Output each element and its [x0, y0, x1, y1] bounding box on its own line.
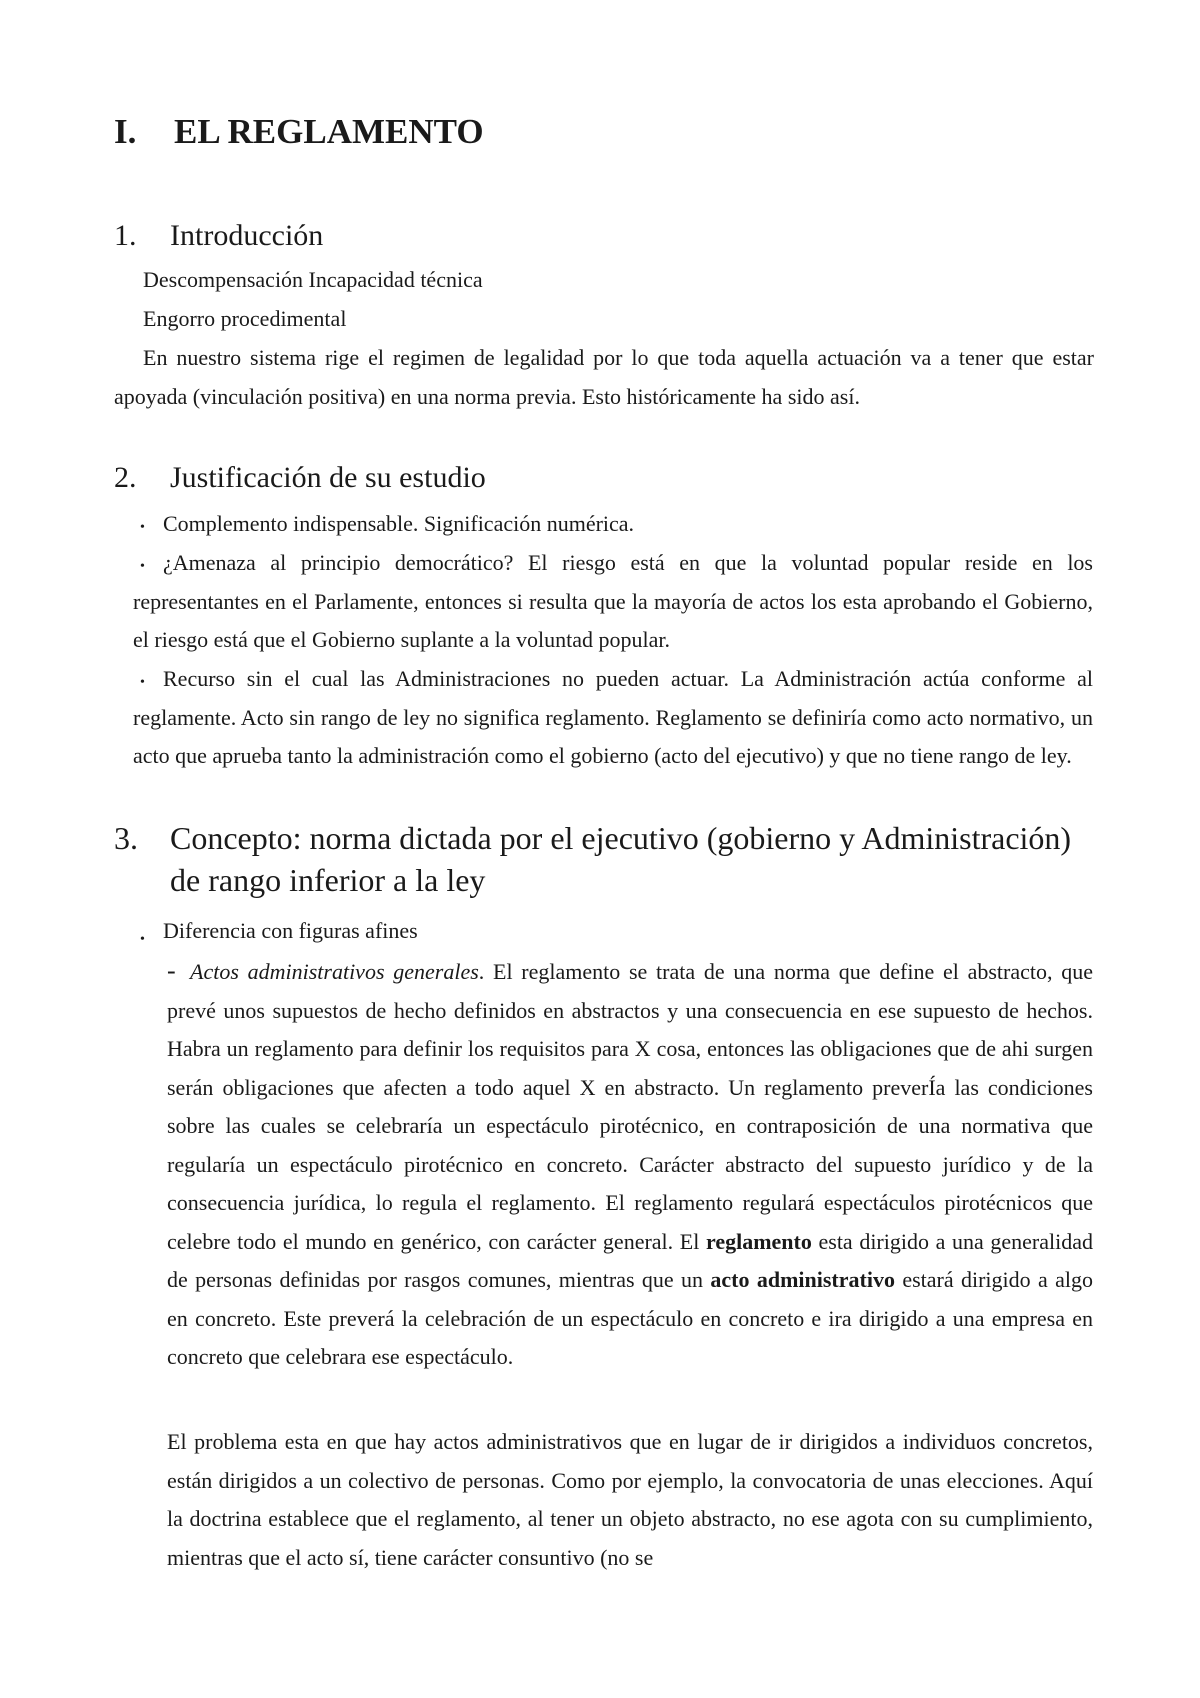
bold-acto-administrativo: acto administrativo [710, 1267, 895, 1292]
section-1-number: 1. [114, 219, 137, 252]
section-3-paragraph-1 [167, 953, 1093, 1377]
section-1-paragraph: En nuestro sistema rige el regimen de legalidad por lo que toda aquella actuación va a tener que estar apoyada (vinculación positiva) en una norma previa. Esto históricamente ha sido así. [114, 345, 1094, 409]
bullet-icon: • [140, 559, 145, 574]
section-3-number: 3. [114, 820, 138, 856]
bullet-icon: • [140, 520, 145, 535]
section-3-title-line-2: de rango inferior a la ley [170, 862, 486, 898]
section-3-heading [114, 817, 1071, 901]
bold-reglamento: reglamento [705, 1228, 812, 1254]
section-3-title-line-1: Concepto: norma dictada por el ejecutivo (gobierno y Administración) [170, 820, 1072, 856]
section-2-bullet-2: ¿Amenaza al principio democrático? El riesgo está en que la voluntad popular reside en los representantes en el Parlamente, entonces si resulta que la mayoría de actos los esta aprobando el Gobierno, el riesgo está que el Gobierno suplante a la voluntad popular. [133, 550, 1093, 652]
section-1-title: Introducción [170, 219, 324, 252]
section-2-title: Justificación de su estudio [170, 461, 486, 494]
title-number: I. [114, 112, 137, 151]
section-2-number: 2. [114, 461, 137, 494]
paragraph-text: esta dirigido a una generalidad de personas definidas por rasgos comunes, mientras que un [167, 1228, 1093, 1292]
dash-marker: - [167, 956, 176, 985]
section-3-bullet: Diferencia con figuras afines [163, 918, 418, 943]
paragraph-text: . El reglamento se trata de una norma que define el abstracto, que prevé unos supuestos de hecho definidos en abstractos y una consecuencia en ese supuesto de hechos. Habra un reglamento para definir los requisitos para X cosa, entonces las obligaciones que de ahi surgen serán obligaciones que afecten a todo aquel X en abstracto. Un reglamento preverÍa las condiciones sobre las cuales se celebraría un espectáculo pirotécnico, en contraposición de una normativa que regularía un espectáculo pirotécnico en concreto. Carácter abstracto del supuesto jurídico y de la consecuencia jurídica, lo regula el reglamento. El reglamento regulará espectáculos pirotécnicos que celebre todo el mundo en genérico, con carácter general. El [167, 959, 1093, 1254]
title-text: EL REGLAMENTO [174, 112, 484, 151]
section-1-line-2: Engorro procedimental [143, 306, 347, 331]
section-2-heading [114, 458, 486, 498]
section-2-bullet-1: Complemento indispensable. Significación numérica. [163, 511, 635, 536]
section-3-paragraph-2: El problema esta en que hay actos administrativos que en lugar de ir dirigidos a individuos concretos, están dirigidos a un colectivo de personas. Como por ejemplo, la convocatoria de unas elecciones. Aquí la doctrina establece que el reglamento, al tener un objeto abstracto, no ese agota con su cumplimiento, mientras que el acto sí, tiene carácter consuntivo (no se [167, 1429, 1093, 1570]
bullet-icon: • [140, 675, 145, 690]
paragraph-text: estará dirigido a algo en concreto. Este preverá la celebración de un espectáculo en concreto e ira dirigido a una empresa en concreto que celebrara ese espectáculo. [167, 1267, 1093, 1369]
section-2-bullet-3: Recurso sin el cual las Administraciones no pueden actuar. La Administración actúa conforme al reglamente. Acto sin rango de ley no significa reglamento. Reglamento se definiría como acto normativo, un acto que aprueba tanto la administración como el gobierno (acto del ejecutivo) y que no tiene rango de ley. [133, 666, 1093, 768]
section-1-line-1: Descompensación Incapacidad técnica [143, 267, 483, 292]
item-title: Actos administrativos generales [190, 959, 479, 984]
document-title [114, 112, 484, 152]
section-1-heading [114, 216, 323, 256]
bullet-icon: • [140, 932, 145, 947]
